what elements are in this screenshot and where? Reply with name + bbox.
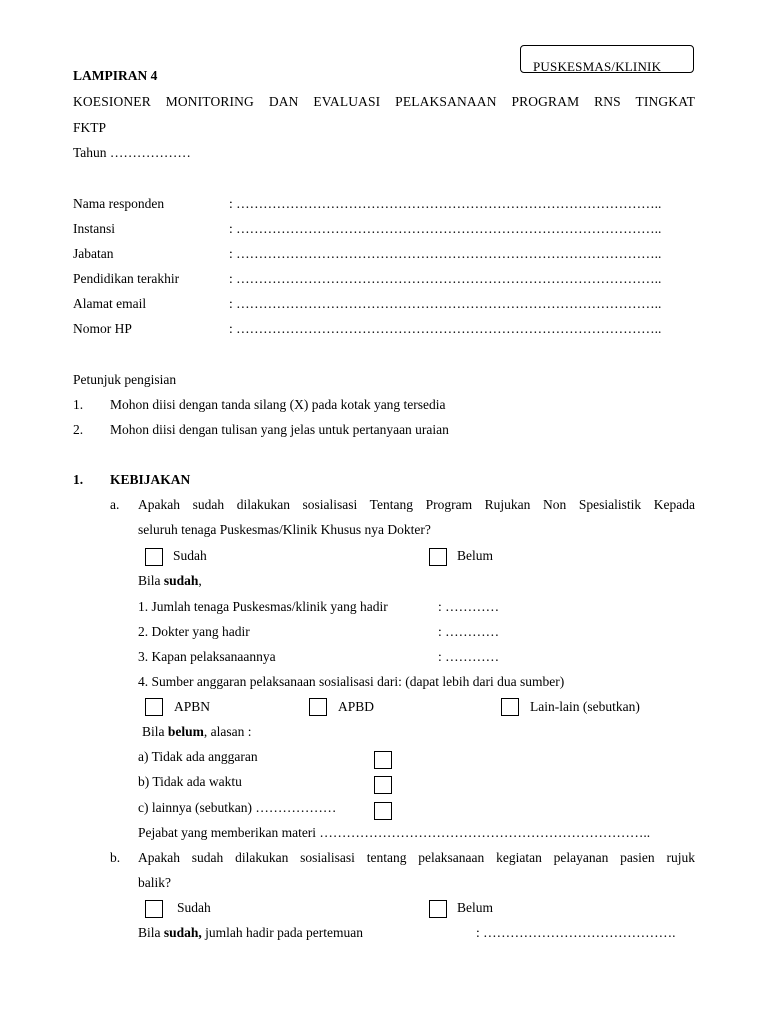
identity-label: Jabatan <box>73 246 114 261</box>
qa-bila-belum <box>142 724 252 740</box>
tahun-field[interactable]: Tahun ……………… <box>73 145 191 160</box>
question-a-line-1-text: Apakah sudah dilakukan sosialisasi Tentang Program Rujukan Non Spesialistik Kepada <box>138 497 695 512</box>
qb-belum-checkbox[interactable] <box>429 900 447 918</box>
identity-input-line[interactable]: : ………………………………………………………………………………….. <box>229 221 662 236</box>
qa-sub-3-dots[interactable]: : ………… <box>438 649 500 664</box>
petunjuk-text-2: Mohon diisi dengan tulisan yang jelas untuk pertanyaan uraian <box>110 422 449 437</box>
apbd-checkbox[interactable] <box>309 698 327 716</box>
qa-sub-1-label: 1. Jumlah tenaga Puskesmas/klinik yang hadir <box>138 599 388 614</box>
qa-bila-belum-post: , alasan : <box>203 724 252 739</box>
identity-label: Instansi <box>73 221 115 236</box>
apbd-label: APBD <box>338 699 375 714</box>
qb-bila-post: jumlah hadir pada pertemuan <box>201 925 363 940</box>
qa-sub-1-dots[interactable]: : ………… <box>438 599 500 614</box>
identity-input-line[interactable]: : ………………………………………………………………………………….. <box>229 196 662 211</box>
qa-sudah-checkbox[interactable] <box>145 548 163 566</box>
title-line-1-text: KOESIONER MONITORING DAN EVALUASI PELAKSANAAN PROGRAM RNS TINGKAT <box>73 94 695 109</box>
alasan-a-checkbox[interactable] <box>374 751 392 769</box>
alasan-c-checkbox[interactable] <box>374 802 392 820</box>
qa-bila-sudah-post: , <box>198 573 202 588</box>
qb-bila-sudah <box>138 925 363 941</box>
identity-label: Nomor HP <box>73 321 132 336</box>
qb-sudah-checkbox[interactable] <box>145 900 163 918</box>
petunjuk-num-2: 2. <box>73 422 84 437</box>
qa-sudah-label: Sudah <box>173 548 207 563</box>
qa-bila-sudah <box>138 573 202 589</box>
question-a-line-2: seluruh tenaga Puskesmas/Klinik Khusus nya Dokter? <box>138 522 431 537</box>
title-line-2: FKTP <box>73 120 107 135</box>
alasan-c-label: c) lainnya (sebutkan) ……………… <box>138 800 337 815</box>
alasan-b-checkbox[interactable] <box>374 776 392 794</box>
identity-input-line[interactable]: : ………………………………………………………………………………….. <box>229 271 662 286</box>
alasan-b-label: b) Tidak ada waktu <box>138 774 242 789</box>
puskesmas-klinik-tag <box>520 45 694 73</box>
identity-input-line[interactable]: : ………………………………………………………………………………….. <box>229 321 662 336</box>
qa-bila-belum-bold: belum <box>167 724 204 739</box>
identity-label: Alamat email <box>73 296 147 311</box>
tag-label: PUSKESMAS/KLINIK <box>533 59 662 74</box>
identity-label: Pendidikan terakhir <box>73 271 180 286</box>
lain-lain-label: Lain-lain (sebutkan) <box>530 699 640 714</box>
qa-bila-sudah-bold: sudah <box>163 573 199 588</box>
lampiran-label: LAMPIRAN 4 <box>73 68 158 83</box>
section-number: 1. <box>73 472 84 487</box>
identity-input-line[interactable]: : ………………………………………………………………………………….. <box>229 246 662 261</box>
qa-sub-2-label: 2. Dokter yang hadir <box>138 624 250 639</box>
lain-lain-checkbox[interactable] <box>501 698 519 716</box>
qa-sub-3-label: 3. Kapan pelaksanaannya <box>138 649 276 664</box>
qa-belum-label: Belum <box>457 548 493 563</box>
qa-sub-2-dots[interactable]: : ………… <box>438 624 500 639</box>
qa-sumber-anggaran: 4. Sumber anggaran pelaksanaan sosialisasi dari: (dapat lebih dari dua sumber) <box>138 674 565 689</box>
apbn-checkbox[interactable] <box>145 698 163 716</box>
qb-sudah-label: Sudah <box>177 900 211 915</box>
section-title: KEBIJAKAN <box>110 472 191 487</box>
qb-bila-bold: sudah, <box>163 925 202 940</box>
qa-bila-sudah-pre: Bila <box>138 573 164 588</box>
identity-input-line[interactable]: : ………………………………………………………………………………….. <box>229 296 662 311</box>
pejabat-field[interactable]: Pejabat yang memberikan materi ……………………………………………………………….. <box>138 825 651 840</box>
qb-jumlah-hadir-dots[interactable]: : ……………………………………. <box>476 925 676 940</box>
petunjuk-title: Petunjuk pengisian <box>73 372 177 387</box>
question-b-line-2: balik? <box>138 875 171 890</box>
qb-bila-pre: Bila <box>138 925 164 940</box>
petunjuk-text-1: Mohon diisi dengan tanda silang (X) pada kotak yang tersedia <box>110 397 446 412</box>
question-b-letter: b. <box>110 850 121 865</box>
title-line-1 <box>73 94 695 110</box>
qb-belum-label: Belum <box>457 900 493 915</box>
qa-belum-checkbox[interactable] <box>429 548 447 566</box>
qa-bila-belum-pre: Bila <box>142 724 168 739</box>
question-b-line-1 <box>138 850 695 866</box>
question-a-letter: a. <box>110 497 120 512</box>
alasan-a-label: a) Tidak ada anggaran <box>138 749 258 764</box>
question-b-line-1-text: Apakah sudah dilakukan sosialisasi tentang pelaksanaan kegiatan pelayanan pasien rujuk <box>138 850 695 865</box>
question-a-line-1 <box>138 497 695 513</box>
apbn-label: APBN <box>174 699 211 714</box>
petunjuk-num-1: 1. <box>73 397 84 412</box>
identity-label: Nama responden <box>73 196 165 211</box>
